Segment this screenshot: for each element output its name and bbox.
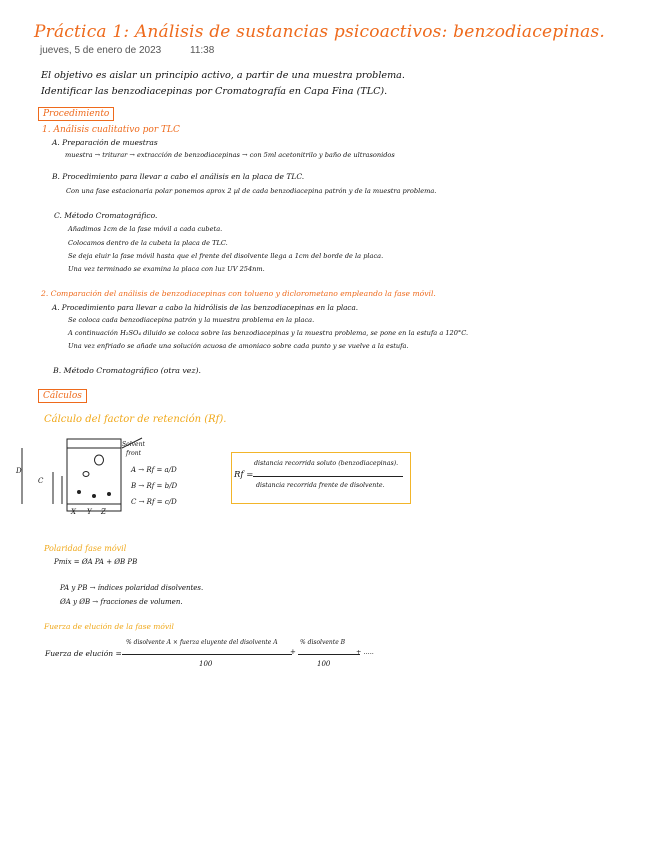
- fuerza-term2-denominator: 100: [317, 660, 331, 668]
- tlc-plate-outline: [67, 439, 121, 511]
- section-heading-procedimiento: Procedimiento: [38, 107, 114, 121]
- polaridad-formula: Pmix = ØA PA + ØB PB: [54, 558, 138, 566]
- diagram-lane-z: Z: [101, 508, 106, 516]
- page-title: Práctica 1: Análisis de sustancias psicoactivos: benzodiacepinas.: [34, 22, 605, 42]
- solvent-front-label-1: Solvent: [122, 441, 145, 448]
- step-c-line-1: Añadimos 1cm de la fase móvil a cada cubeta.: [68, 225, 223, 233]
- step-b-label: B. Procedimiento para llevar a cabo el análisis en la placa de TLC.: [52, 172, 305, 181]
- polaridad-line-2: ØA y ØB → fracciones de volumen.: [60, 598, 183, 606]
- step-2a-line-2: A continuación H₂SO₄ diluido se coloca sobre las benzodiacepinas y la muestra problema, se pone en la estufa a 120°C.: [68, 329, 469, 337]
- fuerza-term1-denominator: 100: [199, 660, 213, 668]
- solvent-front-label-2: front: [126, 450, 141, 457]
- spot-y: [92, 494, 96, 498]
- diagram-label-c: C: [38, 477, 44, 485]
- objective-line-1: El objetivo es aislar un principio activo, a partir de una muestra problema.: [41, 70, 405, 81]
- step-2a-line-1: Se coloca cada benzodiacepina patrón y la muestra problema en la placa.: [68, 316, 315, 324]
- rf-title: Cálculo del factor de retención (Rf).: [44, 414, 227, 425]
- step-c-line-4: Una vez terminado se examina la placa con luz UV 254nm.: [68, 265, 265, 273]
- fuerza-ellipsis: + .....: [356, 648, 374, 656]
- fuerza-label: Fuerza de elución =: [45, 649, 122, 658]
- fuerza-term1-bar: [122, 654, 292, 655]
- rf-equation-a: A → Rf = a/D: [131, 466, 177, 474]
- step-2a-label: A. Procedimiento para llevar a cabo la hidrólisis de las benzodiacepinas en la placa.: [52, 303, 359, 312]
- step-c-label: C. Método Cromatográfico.: [54, 211, 158, 220]
- rf-equation-b: B → Rf = b/D: [131, 482, 178, 490]
- step-2a-line-3: Una vez enfriado se añade una solución acuosa de amoniaco sobre cada punto y se vuelve a la estufa.: [68, 342, 409, 350]
- subsection-title-comparacion: 2. Comparación del análisis de benzodiacepinas con tolueno y diclorometano empleando la fase móvil.: [41, 289, 436, 298]
- step-b-line: Con una fase estacionaria polar ponemos aprox 2 µl de cada benzodiacepina patrón y de la muestra problema.: [66, 187, 437, 195]
- fuerza-term2-numerator: % disolvente B: [300, 639, 346, 646]
- fuerza-term2-bar: [298, 654, 360, 655]
- rf-formula-denominator: distancia recorrida frente de disolvente.: [256, 482, 385, 489]
- step-a-label: A. Preparación de muestras: [52, 138, 158, 147]
- spot-a: [95, 455, 104, 465]
- objective-line-2: Identificar las benzodiacepinas por Cromatografía en Capa Fina (TLC).: [41, 86, 388, 97]
- subsection-title-tlc: 1. Análisis cualitativo por TLC: [42, 125, 180, 135]
- step-c-line-3: Se deja eluir la fase móvil hasta que el frente del disolvente llega a 1cm del borde de la placa.: [68, 252, 384, 260]
- step-c-line-2: Colocamos dentro de la cubeta la placa de TLC.: [68, 239, 228, 247]
- note-timestamp: [40, 45, 240, 56]
- spot-z: [107, 492, 111, 496]
- rf-formula-lhs: Rf =: [234, 470, 254, 480]
- note-date: jueves, 5 de enero de 2023: [40, 45, 162, 56]
- note-time: 11:38: [190, 45, 215, 56]
- step-2b-label: B. Método Cromatográfico (otra vez).: [53, 366, 202, 375]
- fuerza-term1-numerator: % disolvente A × fuerza eluyente del disolvente A: [126, 639, 278, 646]
- rf-fraction-bar: [253, 476, 403, 477]
- fuerza-title: Fuerza de elución de la fase móvil: [44, 622, 174, 631]
- rf-formula-numerator: distancia recorrida soluto (benzodiacepinas).: [254, 460, 399, 467]
- step-a-line: muestra → triturar → extracción de benzodiacepinas → con 5ml acetonitrilo y baño de ultrasonidos: [65, 151, 395, 159]
- spot-c: [83, 472, 89, 477]
- diagram-label-d: D: [16, 467, 22, 475]
- section-heading-calculos: Cálculos: [38, 389, 87, 403]
- tlc-plate-diagram: [12, 436, 222, 520]
- rf-equation-c: C → Rf = c/D: [131, 498, 177, 506]
- diagram-lane-x: X: [71, 508, 76, 516]
- spot-x: [77, 490, 81, 494]
- diagram-lane-y: Y: [87, 508, 92, 516]
- fuerza-plus: +: [290, 648, 296, 656]
- polaridad-line-1: PA y PB → índices polaridad disolventes.: [60, 584, 204, 592]
- polaridad-title: Polaridad fase móvil: [44, 544, 127, 553]
